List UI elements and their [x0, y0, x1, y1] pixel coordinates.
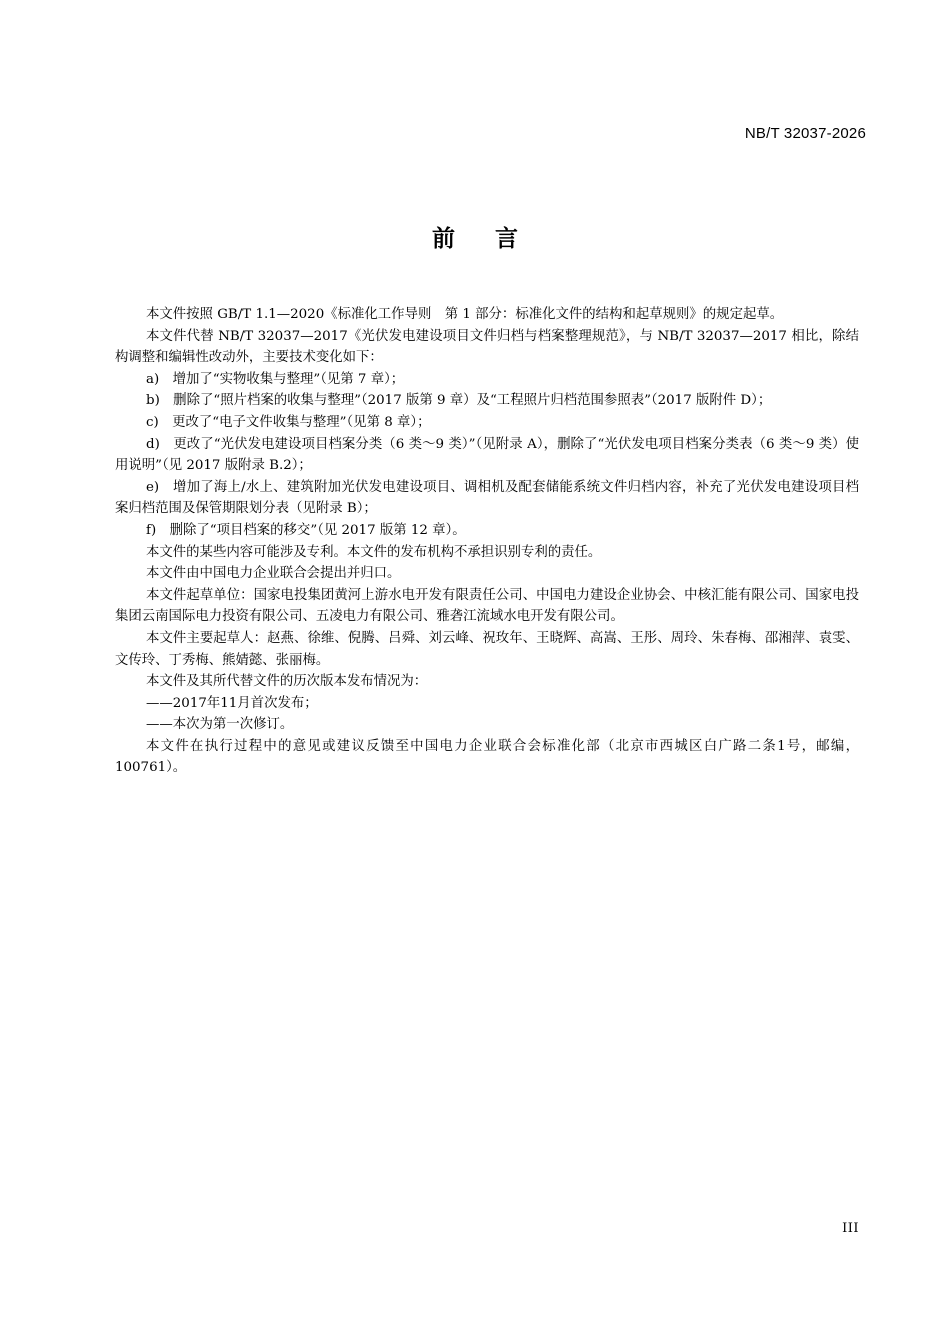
- paragraph-drafters: 本文件主要起草人：赵燕、徐维、倪腾、吕舜、刘云峰、祝玫年、王晓辉、高嵩、王彤、周玲、朱春梅、邵湘萍、袁雯、文传玲、丁秀梅、熊婧懿、张丽梅。: [115, 630, 859, 668]
- standard-number: NB/T 32037-2026: [744, 125, 866, 142]
- foreword-body: [115, 304, 859, 779]
- history-item-first: ——2017年11月首次发布；: [146, 695, 318, 711]
- paragraph-history-intro: 本文件及其所代替文件的历次版本发布情况为：: [146, 674, 428, 690]
- paragraph-replacement: 本文件代替 NB/T 32037—2017《光伏发电建设项目文件归档与档案整理规范》，与 NB/T 32037—2017 相比，除结构调整和编辑性改动外，主要技术变化如下：: [115, 328, 859, 366]
- paragraph-proposer: 本文件由中国电力企业联合会提出并归口。: [146, 566, 401, 582]
- paragraph-feedback: 本文件在执行过程中的意见或建议反馈至中国电力企业联合会标准化部（北京市西城区白广路二条1号，邮编，100761）。: [115, 738, 859, 776]
- page-title: 前言: [432, 226, 558, 252]
- change-item-d: d) 更改了“光伏发电建设项目档案分类（6 类～9 类）”（见附录 A），删除了“光伏发电项目档案分类表（6 类～9 类）使用说明”（见 2017 版附录 B.2）；: [115, 436, 859, 474]
- change-item-f: f) 删除了“项目档案的移交”（见 2017 版第 12 章）。: [146, 522, 466, 538]
- paragraph-drafting-rules: 本文件按照 GB/T 1.1—2020《标准化工作导则 第 1 部分：标准化文件的结构和起草规则》的规定起草。: [146, 307, 784, 322]
- change-item-e: e) 增加了海上/水上、建筑附加光伏发电建设项目、调相机及配套储能系统文件归档内容，补充了光伏发电建设项目档案归档范围及保管期限划分表（见附录 B）；: [115, 479, 859, 517]
- change-item-a: a) 增加了“实物收集与整理”（见第 7 章）；: [146, 371, 405, 387]
- paragraph-patent: 本文件的某些内容可能涉及专利。本文件的发布机构不承担识别专利的责任。: [146, 544, 602, 560]
- history-item-revision: ——本次为第一次修订。: [146, 717, 294, 733]
- paragraph-drafting-units: 本文件起草单位：国家电投集团黄河上游水电开发有限责任公司、中国电力建设企业协会、中核汇能有限公司、国家电投集团云南国际电力投资有限公司、五凌电力有限公司、雅砻江流域水电开发有限公司。: [115, 587, 859, 625]
- change-item-b: b) 删除了“照片档案的收集与整理”（2017 版第 9 章）及“工程照片归档范围参照表”（2017 版附件 D）；: [146, 393, 772, 409]
- change-item-c: c) 更改了“电子文件收集与整理”（见第 8 章）；: [146, 414, 431, 430]
- page-number: III: [842, 1221, 859, 1236]
